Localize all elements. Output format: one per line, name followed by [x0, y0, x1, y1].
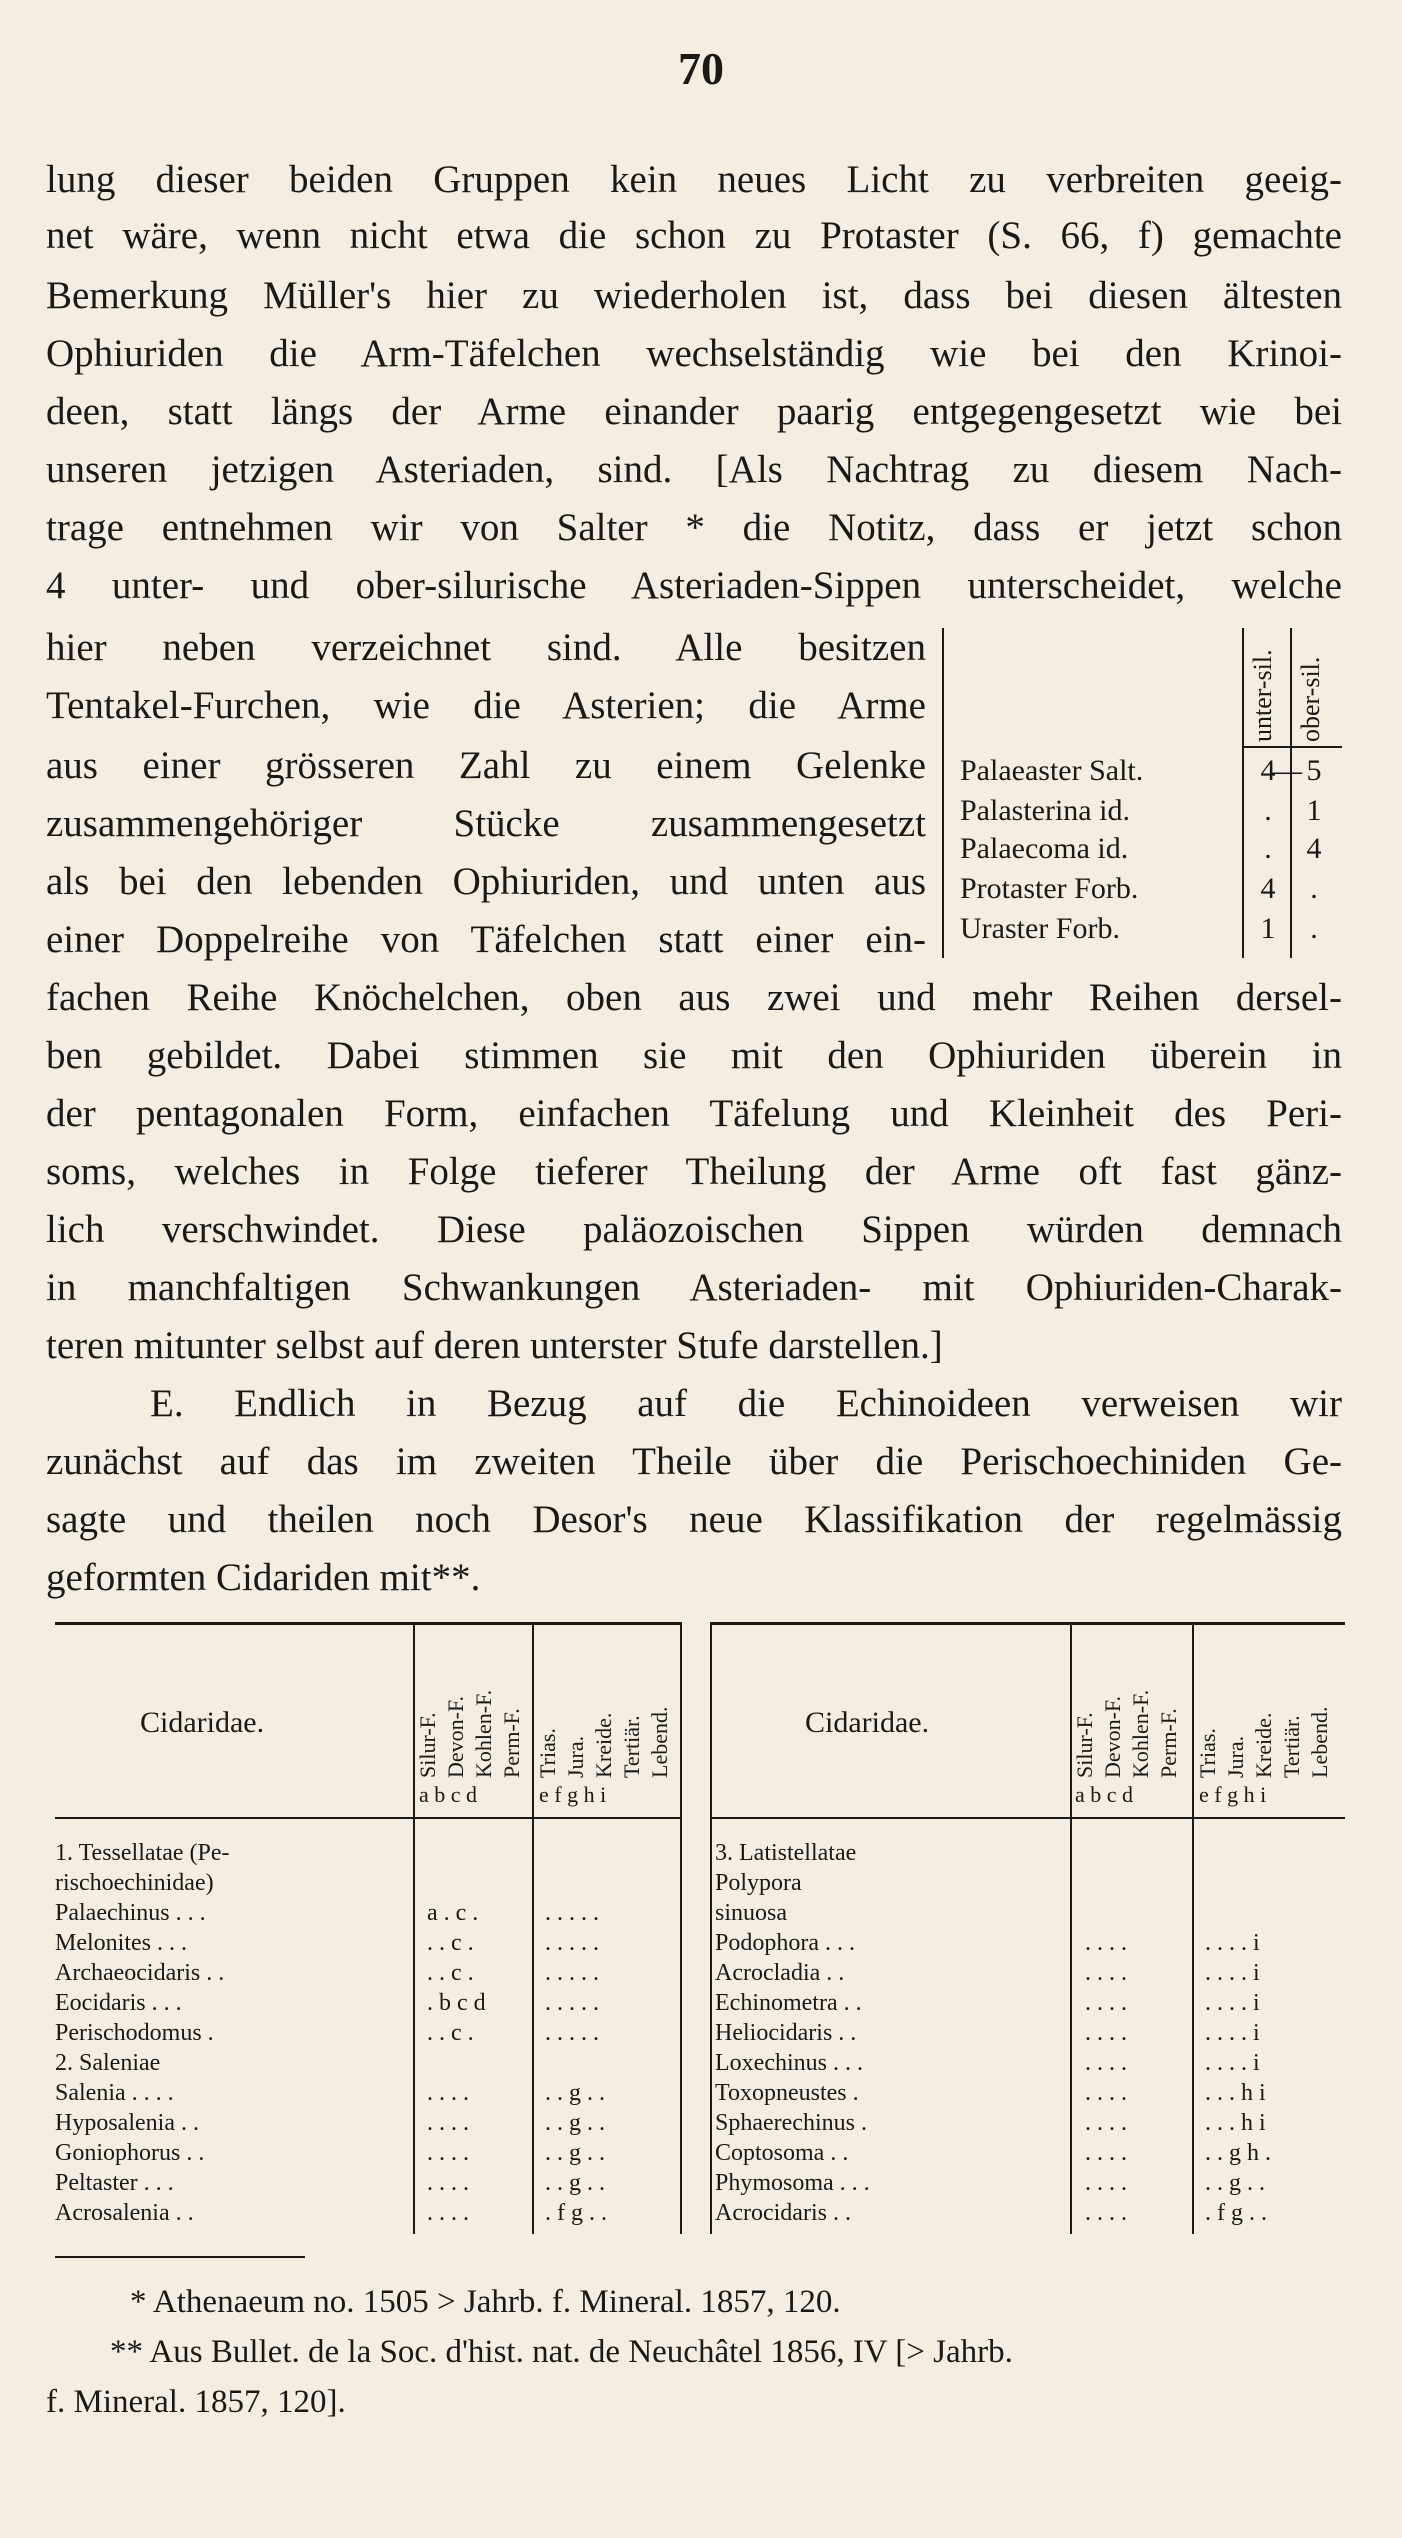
table-rule — [710, 1622, 1345, 1625]
footnote: ** Aus Bullet. de la Soc. d'hist. nat. de Neuchâtel 1856, IV [> Jahrb. — [110, 2334, 1013, 2370]
table-cell: . . . . — [1085, 2020, 1127, 2046]
table-cell: 4 — [1306, 832, 1322, 865]
table-rule — [55, 1622, 680, 1625]
table-row-name: Goniophorus . . — [55, 2140, 205, 2166]
text-line: lich verschwindet. Diese paläozoischen Sippen würden demnach — [46, 1208, 1342, 1251]
column-header: Tertiär. — [1279, 1715, 1304, 1778]
column-header: Kohlen-F. — [471, 1689, 496, 1778]
table-cell: . . . . — [1085, 2080, 1127, 2106]
footnote-rule — [55, 2256, 305, 2258]
text-line: unseren jetzigen Asteriaden, sind. [Als Nachtrag zu diesem Nach- — [46, 448, 1342, 491]
table-rule — [55, 1817, 680, 1819]
text-line: teren mitunter selbst auf deren unterster Stufe darstellen.] — [46, 1324, 943, 1367]
table-cell: . . . . — [427, 2170, 469, 2196]
column-letters: a b c d — [1075, 1782, 1134, 1807]
text-line: sagte und theilen noch Desor's neue Klassifikation der regelmässig — [46, 1498, 1342, 1541]
table-rule — [710, 1817, 1345, 1819]
text-line: zunächst auf das im zweiten Theile über die Perischoechiniden Ge- — [46, 1440, 1342, 1483]
table-cell: 5 — [1306, 754, 1322, 787]
text-line: Tentakel-Furchen, wie die Asterien; die Arme — [46, 684, 926, 727]
text-line: fachen Reihe Knöchelchen, oben aus zwei und mehr Reihen dersel- — [46, 976, 1342, 1019]
column-header: Silur-F. — [415, 1712, 440, 1778]
column-header: Kreide. — [1251, 1712, 1276, 1778]
table-row-name: Palaeaster Salt. — [960, 754, 1144, 787]
text-line: Bemerkung Müller's hier zu wiederholen ist, dass bei diesen ältesten — [46, 274, 1342, 317]
column-header: Jura. — [1223, 1735, 1248, 1778]
table-cell: . . g . . — [545, 2110, 605, 2136]
table-row-name: Perischodomus . — [55, 2020, 214, 2046]
column-header: Devon-F. — [443, 1696, 468, 1778]
footnote: * Athenaeum no. 1505 > Jahrb. f. Mineral. 1857, 120. — [130, 2284, 841, 2320]
text-line: E. Endlich in Bezug auf die Echinoideen verweisen wir — [150, 1382, 1342, 1425]
table-cell: . . g . . — [545, 2170, 605, 2196]
column-header: Silur-F. — [1072, 1712, 1097, 1778]
column-header: Devon-F. — [1100, 1696, 1125, 1778]
column-header: Kreide. — [591, 1712, 616, 1778]
table-row-name: Sphaerechinus . — [715, 2110, 867, 2136]
column-header: ober-sil. — [1296, 656, 1325, 742]
text-line: der pentagonalen Form, einfachen Täfelung und Kleinheit des Peri- — [46, 1092, 1342, 1135]
text-line: aus einer grösseren Zahl zu einem Gelenke — [46, 744, 926, 787]
text-line: als bei den lebenden Ophiuriden, und unten aus — [46, 860, 926, 903]
table-row-name: Phymosoma . . . — [715, 2170, 870, 2196]
table-cell: . . . . — [1085, 2140, 1127, 2166]
table-rule — [1290, 628, 1292, 958]
table-cell: . . . . — [1085, 1990, 1127, 2016]
table-cell: . . . . i — [1205, 1990, 1260, 2016]
table-cell: . . . . — [1085, 1930, 1127, 1956]
table-cell: . . . . . — [545, 1960, 599, 1986]
table-row-name: Acrocladia . . — [715, 1960, 845, 1986]
table-cell: 1 — [1260, 912, 1276, 945]
table-row-name: Palaechinus . . . — [55, 1900, 206, 1926]
table-cell: . . . h i — [1205, 2110, 1266, 2136]
column-letters: e f g h i — [539, 1782, 607, 1807]
table-cell: . . g . . — [545, 2140, 605, 2166]
text-line: einer Doppelreihe von Täfelchen statt einer ein- — [46, 918, 926, 961]
page-number: 70 — [678, 43, 724, 94]
table-row-name: Peltaster . . . — [55, 2170, 174, 2196]
table-cell: . . . . — [1085, 2050, 1127, 2076]
table-cell: . . g h . — [1205, 2140, 1271, 2166]
column-header: Perm-F. — [499, 1708, 524, 1778]
footnote: f. Mineral. 1857, 120]. — [46, 2384, 346, 2420]
table-cell: . . . . — [427, 2110, 469, 2136]
table-rule — [942, 628, 944, 958]
column-header: Tertiär. — [619, 1715, 644, 1778]
text-line: deen, statt längs der Arme einander paarig entgegengesetzt wie bei — [46, 390, 1342, 433]
table-cell: . . . . — [1085, 2170, 1127, 2196]
table-row-name: Melonites . . . — [55, 1930, 187, 1956]
table-row-name: Hyposalenia . . — [55, 2110, 199, 2136]
table-title: Cidaridae. — [140, 1706, 265, 1739]
column-header: Trias. — [535, 1728, 560, 1778]
table-cell: 4 — [1260, 754, 1276, 787]
table-cell: . . c . — [427, 2020, 474, 2046]
table-cell: 1 — [1306, 794, 1322, 827]
table-cell: . . . . . — [545, 1900, 599, 1926]
cidaridae-table — [55, 1622, 1345, 2242]
text-line: zusammengehöriger Stücke zusammengesetzt — [46, 802, 926, 845]
table-row-name: Coptosoma . . — [715, 2140, 849, 2166]
text-line: lung dieser beiden Gruppen kein neues Licht zu verbreiten geeig- — [46, 158, 1342, 201]
table-cell: . . g . . — [545, 2080, 605, 2106]
table-cell: . — [1264, 832, 1272, 865]
table-row-name: Protaster Forb. — [960, 872, 1139, 905]
salter-table — [942, 628, 1342, 958]
table-row-name: Acrocidaris . . — [715, 2200, 851, 2226]
table-cell: . — [1310, 912, 1318, 945]
table-title: Cidaridae. — [805, 1706, 930, 1739]
text-line: trage entnehmen wir von Salter * die Notitz, dass er jetzt schon — [46, 506, 1342, 549]
table-cell: . f g . . — [1205, 2200, 1267, 2226]
text-line: hier neben verzeichnet sind. Alle besitzen — [46, 626, 926, 669]
table-cell: . — [1264, 794, 1272, 827]
table-cell: . . . . i — [1205, 1960, 1260, 1986]
table-cell: . . . . — [427, 2080, 469, 2106]
table-row-name: Echinometra . . — [715, 1990, 862, 2016]
table-rule — [532, 1622, 534, 2234]
table-cell: . . . . — [1085, 1960, 1127, 1986]
table-cell: — — [1272, 754, 1302, 787]
table-cell: . . c . — [427, 1960, 474, 1986]
table-cell: . . . h i — [1205, 2080, 1266, 2106]
table-cell: . . . . i — [1205, 2020, 1260, 2046]
text-line: ben gebildet. Dabei stimmen sie mit den Ophiuriden überein in — [46, 1034, 1342, 1077]
text-line: 4 unter- und ober-silurische Asteriaden-Sippen unterscheidet, welche — [46, 564, 1342, 607]
table-row-name: Toxopneustes . — [715, 2080, 859, 2106]
table-row-name: Palasterina id. — [960, 794, 1130, 827]
table-row-name: rischoechinidae) — [55, 1870, 214, 1896]
table-row-name: Palaecoma id. — [960, 832, 1129, 865]
column-letters: e f g h i — [1199, 1782, 1267, 1807]
table-rule — [1192, 1622, 1194, 2234]
table-rule — [1242, 628, 1244, 958]
table-cell: . — [1310, 872, 1318, 905]
table-row-name: Eocidaris . . . — [55, 1990, 182, 2016]
table-cell: . . . . — [427, 2140, 469, 2166]
table-row-name: 2. Saleniae — [55, 2050, 161, 2076]
table-cell: . b c d — [427, 1990, 486, 2016]
table-row-name: sinuosa — [715, 1900, 787, 1926]
table-rule — [710, 1622, 712, 2234]
table-rule — [680, 1622, 682, 2234]
table-row-name: Loxechinus . . . — [715, 2050, 863, 2076]
table-cell: . . . . i — [1205, 1930, 1260, 1956]
table-cell: . . . . — [1085, 2110, 1127, 2136]
table-cell: a . c . — [427, 1900, 479, 1926]
table-row-name: Heliocidaris . . — [715, 2020, 857, 2046]
text-line: geformten Cidariden mit**. — [46, 1556, 481, 1599]
table-row-name: Uraster Forb. — [960, 912, 1120, 945]
table-row-name: 3. Latistellatae — [715, 1840, 857, 1866]
table-cell: . . . . . — [545, 2020, 599, 2046]
table-row-name: 1. Tessellatae (Pe- — [55, 1840, 230, 1866]
table-row-name: Archaeocidaris . . — [55, 1960, 225, 1986]
table-row-name: Salenia . . . . — [55, 2080, 174, 2106]
table-row-name: Polypora — [715, 1870, 802, 1896]
text-line: net wäre, wenn nicht etwa die schon zu Protaster (S. 66, f) gemachte — [46, 214, 1342, 257]
column-header: Trias. — [1195, 1728, 1220, 1778]
text-line: Ophiuriden die Arm-Täfelchen wechselständig wie bei den Krinoi- — [46, 332, 1342, 375]
column-header: Jura. — [563, 1735, 588, 1778]
text-line: in manchfaltigen Schwankungen Asteriaden- mit Ophiuriden-Charak- — [46, 1266, 1342, 1309]
table-cell: . . . . — [427, 2200, 469, 2226]
column-header: Perm-F. — [1156, 1708, 1181, 1778]
column-header: Lebend. — [1307, 1706, 1332, 1778]
column-header: Kohlen-F. — [1128, 1689, 1153, 1778]
table-cell: . . . . . — [545, 1930, 599, 1956]
table-cell: . . . . i — [1205, 2050, 1260, 2076]
table-rule — [1242, 746, 1342, 748]
table-cell: . . g . . — [1205, 2170, 1265, 2196]
table-row-name: Podophora . . . — [715, 1930, 855, 1956]
table-cell: 4 — [1260, 872, 1276, 905]
column-header: Lebend. — [647, 1706, 672, 1778]
column-header: unter-sil. — [1248, 649, 1277, 742]
table-cell: . . . . — [1085, 2200, 1127, 2226]
table-cell: . f g . . — [545, 2200, 607, 2226]
text-line: soms, welches in Folge tieferer Theilung der Arme oft fast gänz- — [46, 1150, 1342, 1193]
table-cell: . . c . — [427, 1930, 474, 1956]
column-letters: a b c d — [419, 1782, 478, 1807]
table-row-name: Acrosalenia . . — [55, 2200, 194, 2226]
table-cell: . . . . . — [545, 1990, 599, 2016]
